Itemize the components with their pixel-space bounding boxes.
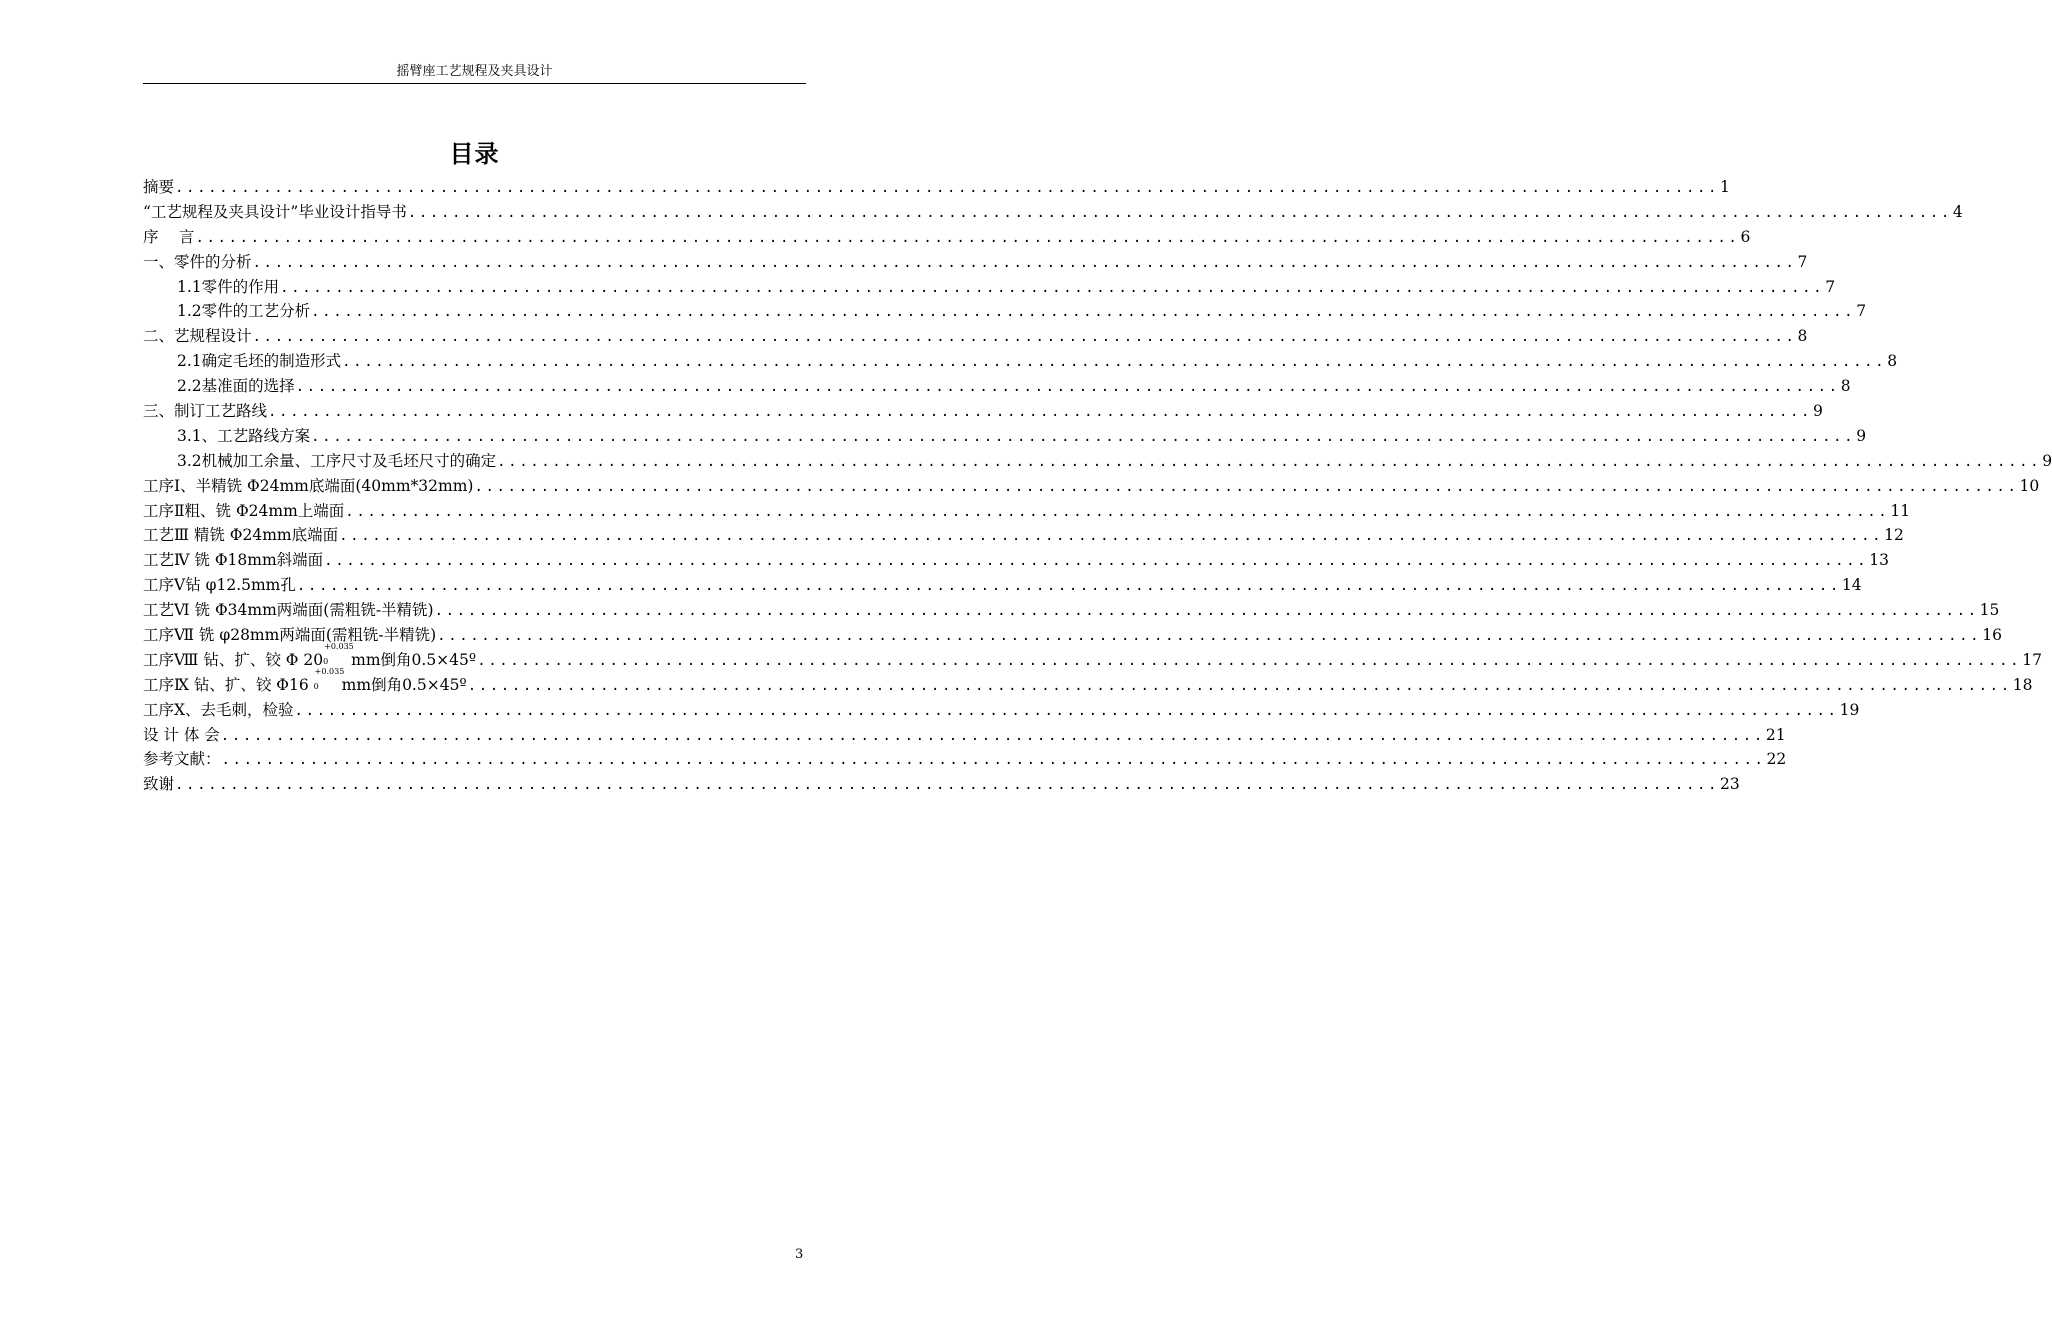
toc-entry[interactable] [143,449,2052,474]
toc-entry-text: 致谢 [143,775,175,794]
dot-leader [497,450,2041,475]
toc-page-number: 23 [1720,775,1740,794]
toc-entry[interactable] [143,299,1867,324]
dot-leader [468,674,2012,699]
toc-entry-text: 摘要 [143,178,175,196]
toc-entry-title [143,499,344,524]
toc-page-number: 21 [1765,725,1786,744]
toc-page-number: 22 [1766,750,1787,769]
toc-entry-text-suffix: mm倒角0.5×45º [341,675,467,694]
dot-leader [268,400,1812,425]
page-number: 3 [795,1247,804,1262]
toc-page-number: 18 [2012,675,2033,694]
toc-page-number: 9 [1856,426,1867,445]
dot-leader [295,699,1839,724]
toc-page-number: 8 [1887,352,1898,371]
tolerance-upper: +0.035 [314,666,345,676]
dot-leader [477,649,2021,674]
toc-entry-title [143,772,174,797]
toc-entry-text: 设 计 体 会 [143,725,220,744]
toc-entry[interactable] [143,698,1860,723]
dot-leader [435,599,1979,624]
toc-entry-title [143,598,434,623]
toc-entry-title [143,175,174,200]
toc-entry-text: 序 言 [143,227,195,246]
toc-page-number: 10 [2019,476,2040,495]
toc-entry-text: 3.1、工艺路线方案 [177,426,311,445]
toc-page-number: 6 [1740,227,1751,246]
toc-entry-text: 工艺Ⅵ 铣 Φ34mm两端面(需粗铣-半精铣) [143,601,434,620]
toc-page-number: 8 [1840,377,1851,396]
toc-entry[interactable] [143,225,1751,250]
toc-entry-title [143,698,294,723]
toc-entry-text: 工序Ⅰ、半精铣 Φ24mm底端面(40mm*32mm) [143,476,474,495]
dot-leader [296,375,1840,400]
toc-entry[interactable] [143,723,1786,748]
toc-entry[interactable] [143,349,1898,374]
toc-title: 目录 [449,140,500,168]
toc-page-number: 15 [1979,601,2000,620]
dot-leader [408,201,1952,226]
toc-entry-text: 工序Ⅹ、去毛刺，检验 [143,700,294,719]
toc-entry-title [143,474,473,499]
toc-entry-text: 2.2基准面的选择 [177,377,295,396]
dot-leader [324,549,1868,574]
dot-leader [253,325,1797,350]
toc-entry[interactable] [143,772,1740,797]
toc-entry-title [177,424,310,449]
dot-leader [474,475,2018,500]
toc-entry-title [177,349,341,374]
toc-entry-text: 工序Ⅷ 钻、扩、铰 Φ 20 [143,650,324,669]
dot-leader [195,226,1739,251]
toc-entry[interactable] [143,623,2002,648]
toc-entry-text: 工序Ⅸ 钻、扩、铰 Φ16 [143,675,314,694]
toc-entry[interactable] [143,747,1787,772]
toc-page-number: 4 [1952,202,1963,221]
toc-entry[interactable] [143,573,1862,598]
toc-entry-text: 参考文献： [143,750,221,769]
toc-entry-title [143,225,194,250]
toc-entry[interactable] [143,175,1730,200]
dot-leader [311,425,1855,450]
dot-leader [339,524,1883,549]
dot-leader [342,350,1886,375]
toc-entry-title [143,641,477,673]
tolerance-notation [323,641,354,666]
toc-entry[interactable] [143,374,1851,399]
toc-entry-text: 1.1零件的作用 [177,277,280,296]
toc-entry-title [177,275,279,300]
toc-page-number: 19 [1839,700,1860,719]
toc-page-number: 11 [1890,501,1911,520]
toc-entry[interactable] [143,598,2000,623]
running-header: 摇臂座工艺规程及夹具设计 [143,64,806,84]
toc-page-number: 7 [1825,277,1836,296]
toc-entry-text: 工序Ⅶ 铣 φ28mm两端面(需粗铣-半精铣) [143,626,437,645]
toc-entry-text: 三、制订工艺路线 [143,402,268,421]
toc-entry-title [177,449,496,474]
toc-page-number: 14 [1841,576,1862,595]
toc-entry-title [143,666,467,698]
toc-entry[interactable] [143,474,2040,499]
tolerance-lower: 0 [323,656,329,666]
dot-leader [175,773,1719,798]
toc-entry-text-suffix: mm倒角0.5×45º [351,650,477,669]
toc-entry[interactable] [143,641,2042,673]
toc-entry-title [143,200,407,225]
toc-page-number: 16 [1982,626,2002,645]
toc-entry-text: 3.2机械加工余量、工序尺寸及毛坯尺寸的确定 [177,451,497,470]
toc-entry-text: 工艺Ⅲ 精铣 Φ24mm底端面 [143,526,339,545]
toc-entry[interactable] [143,399,1823,424]
toc-entry-text: 1.2零件的工艺分析 [177,302,311,321]
table-of-contents [143,175,2052,797]
toc-entry[interactable] [143,424,1867,449]
toc-entry-title [143,573,296,598]
toc-entry-title [143,399,267,424]
dot-leader [221,724,1765,749]
toc-page-number: 9 [2042,451,2052,470]
dot-leader [311,300,1855,325]
toc-page-number: 8 [1797,327,1808,346]
toc-entry-title [143,523,338,548]
toc-entry-title [143,250,252,275]
toc-entry-text: 工艺Ⅳ 铣 Φ18mm斜端面 [143,551,324,570]
toc-entry[interactable] [143,324,1808,349]
tolerance-lower: 0 [313,681,319,691]
toc-entry-text: “工艺规程及夹具设计”毕业设计指导书 [143,202,407,221]
toc-entry-text: 2.1确定毛坯的制造形式 [177,352,342,371]
toc-entry[interactable] [143,275,1836,300]
toc-entry-text: 一、零件的分析 [143,252,252,271]
toc-entry-title [143,548,323,573]
toc-entry-title [143,747,221,772]
toc-entry-text: 二、艺规程设计 [143,327,252,346]
toc-entry[interactable] [143,523,1904,548]
toc-entry[interactable] [143,200,1963,225]
tolerance-upper: +0.035 [324,641,354,651]
toc-entry-title [143,324,252,349]
toc-entry-title [177,374,295,399]
toc-entry-title [177,299,310,324]
dot-leader [253,251,1797,276]
tolerance-notation [313,666,345,691]
dot-leader [437,624,1981,649]
toc-entry-text: 工序Ⅱ粗、铣 Φ24mm上端面 [143,501,345,520]
toc-page-number: 7 [1856,302,1867,321]
toc-entry-title [143,723,220,748]
toc-entry-title [143,623,436,648]
toc-entry[interactable] [143,666,2033,698]
dot-leader [297,574,1841,599]
toc-entry[interactable] [143,499,1911,524]
toc-page-number: 17 [2022,650,2042,669]
dot-leader [345,500,1889,525]
dot-leader [222,748,1766,773]
toc-page-number: 13 [1869,551,1889,570]
toc-entry[interactable] [143,548,1889,573]
toc-page-number: 9 [1813,402,1823,421]
toc-page-number: 7 [1797,252,1808,271]
toc-entry[interactable] [143,250,1808,275]
dot-leader [175,176,1719,201]
toc-entry-text: 工序Ⅴ钻 φ12.5mm孔 [143,576,296,595]
toc-page-number: 1 [1720,178,1730,196]
toc-page-number: 12 [1884,526,1904,545]
dot-leader [280,276,1824,301]
